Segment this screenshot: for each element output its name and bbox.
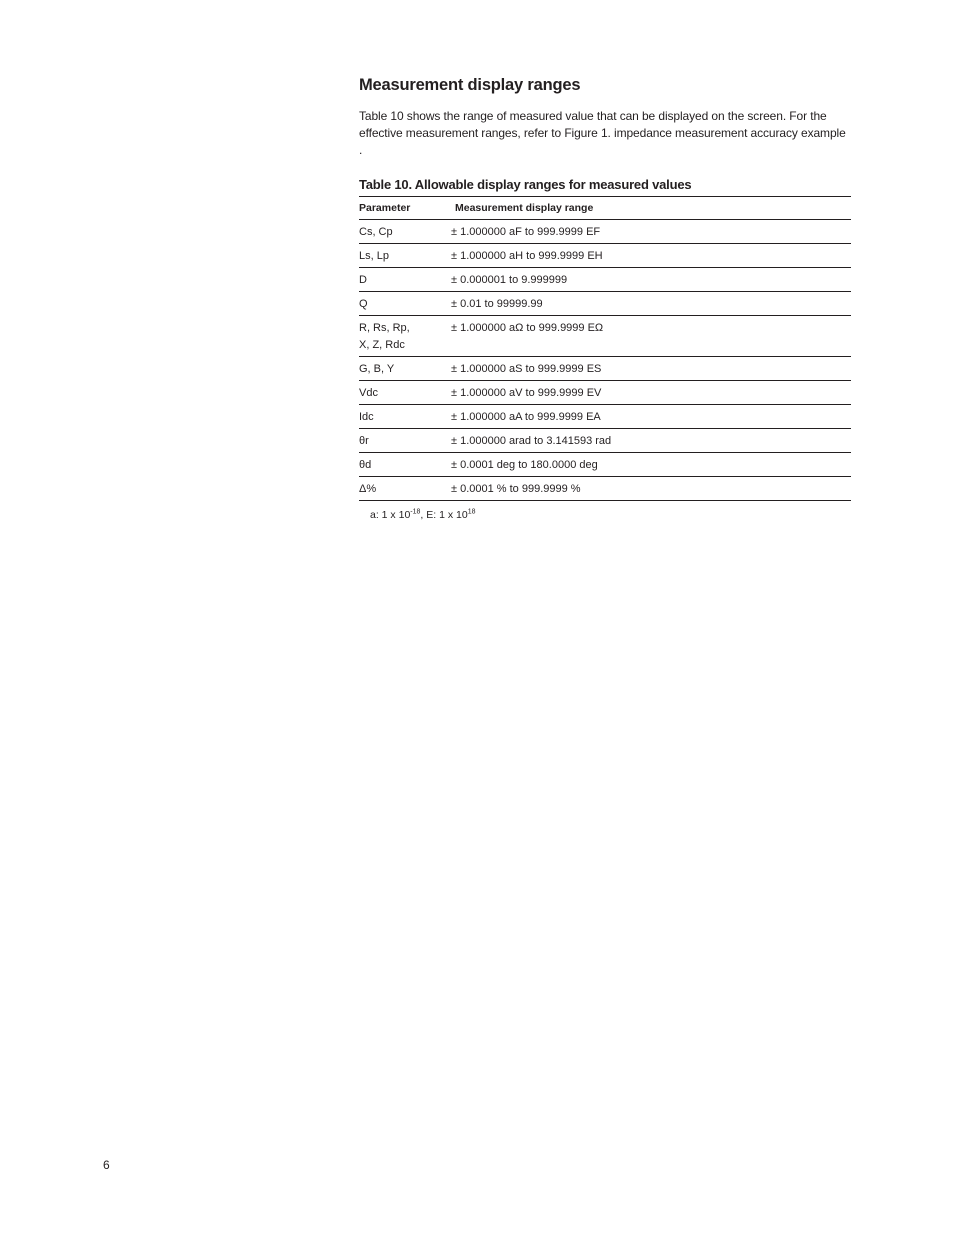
table-row: [359, 453, 851, 477]
param-cell: Ls, Lp: [359, 244, 451, 268]
param-cell: Q: [359, 292, 451, 316]
header-parameter: Parameter: [359, 197, 451, 220]
range-cell: ± 1.000000 aH to 999.9999 EH: [451, 244, 851, 268]
range-cell: ± 0.0001 % to 999.9999 %: [451, 477, 851, 501]
display-ranges-table: [359, 196, 851, 501]
table-row: [359, 357, 851, 381]
table-row: [359, 220, 851, 244]
param-cell: Vdc: [359, 381, 451, 405]
param-cell: D: [359, 268, 451, 292]
param-line: R, Rs, Rp,: [359, 322, 410, 334]
table-row: [359, 316, 851, 357]
range-cell: ± 0.000001 to 9.999999: [451, 268, 851, 292]
range-cell: ± 0.01 to 99999.99: [451, 292, 851, 316]
param-cell: Idc: [359, 405, 451, 429]
param-line: X, Z, Rdc: [359, 339, 405, 351]
table-row: [359, 429, 851, 453]
intro-paragraph: Table 10 shows the range of measured value that can be displayed on the screen. For the effective measurement ranges, refer to Figure 1. impedance measurement accuracy example .: [359, 109, 846, 157]
table-title: Table 10. Allowable display ranges for measured values: [359, 177, 692, 192]
param-cell: [359, 316, 451, 357]
range-cell: ± 1.000000 aΩ to 999.9999 EΩ: [451, 316, 851, 357]
footnote-e-exponent: 18: [467, 508, 476, 516]
footnote-a-exponent: -18: [410, 508, 421, 516]
document-content: [359, 74, 851, 522]
page-number: 6: [103, 1158, 110, 1172]
range-cell: ± 1.000000 aS to 999.9999 ES: [451, 357, 851, 381]
footnote-a-label: a: 1 x 10: [370, 509, 411, 521]
footnote-separator: , E: 1 x 10: [420, 509, 468, 521]
range-cell: ± 1.000000 aA to 999.9999 EA: [451, 405, 851, 429]
param-cell: θr: [359, 429, 451, 453]
param-cell: Cs, Cp: [359, 220, 451, 244]
param-cell: G, B, Y: [359, 357, 451, 381]
section-heading: Measurement display ranges: [359, 76, 581, 94]
param-cell: θd: [359, 453, 451, 477]
table-row: [359, 244, 851, 268]
table-row: [359, 405, 851, 429]
param-cell: Δ%: [359, 477, 451, 501]
range-cell: ± 1.000000 arad to 3.141593 rad: [451, 429, 851, 453]
range-cell: ± 1.000000 aF to 999.9999 EF: [451, 220, 851, 244]
table-header-row: [359, 197, 851, 220]
table-footnote: [370, 508, 851, 522]
table-row: [359, 292, 851, 316]
table-row: [359, 381, 851, 405]
table-row: [359, 477, 851, 501]
range-cell: ± 0.0001 deg to 180.0000 deg: [451, 453, 851, 477]
table-row: [359, 268, 851, 292]
range-cell: ± 1.000000 aV to 999.9999 EV: [451, 381, 851, 405]
header-range: Measurement display range: [451, 197, 851, 220]
